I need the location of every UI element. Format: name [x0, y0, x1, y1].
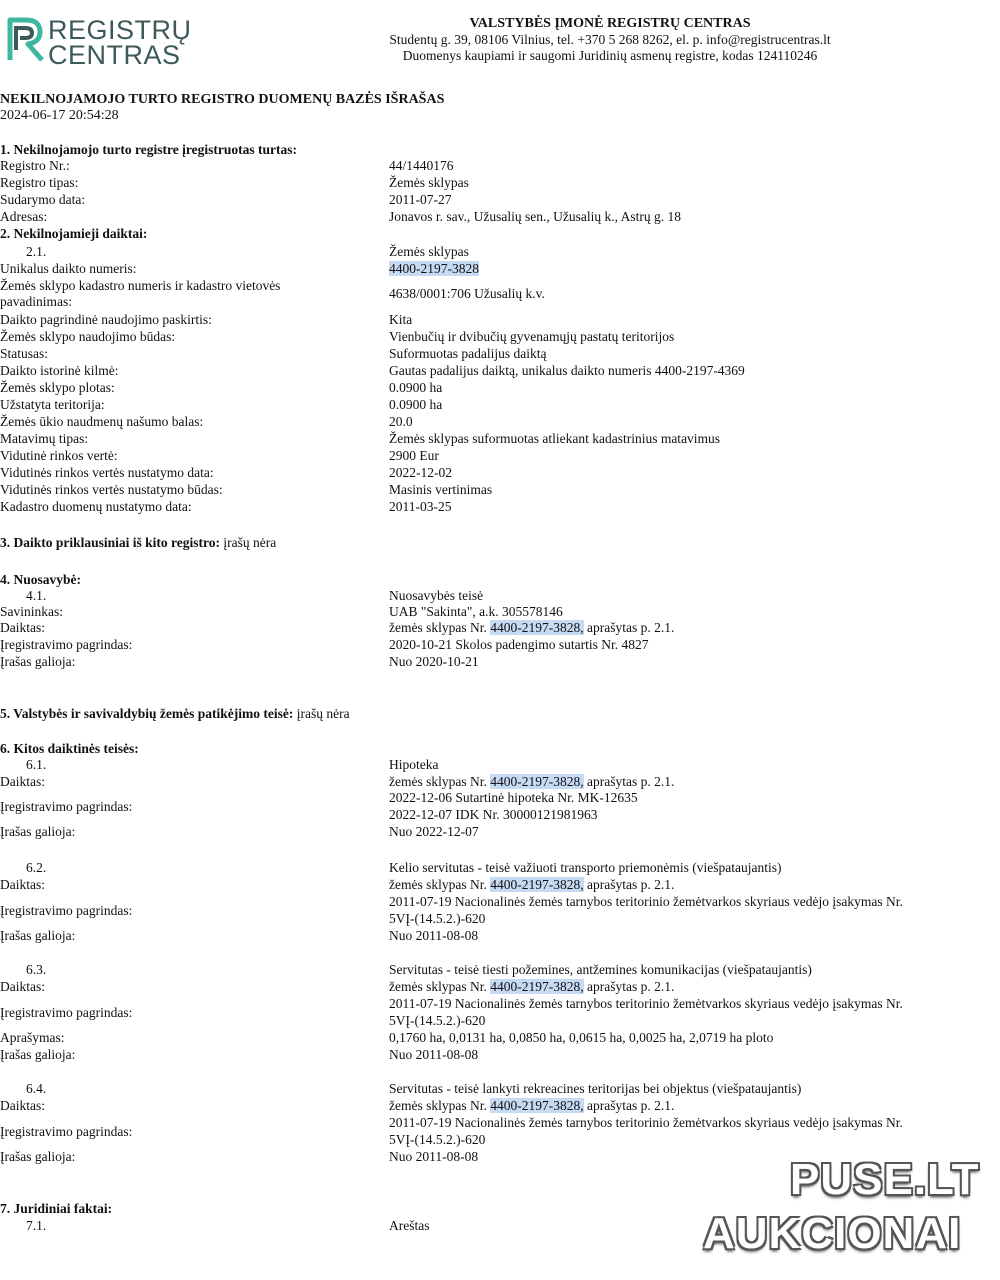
field-value: Areštas: [389, 1218, 430, 1233]
field-value: Nuo 2011-08-08: [389, 928, 479, 943]
r-mark-icon: [6, 16, 46, 64]
logo-line-2: CENTRAS: [48, 40, 181, 70]
field-value: Nuo 2022-12-07: [389, 824, 479, 839]
unique-number-highlight: 4400-2197-3828: [389, 261, 479, 276]
unique-number-highlight: 4400-2197-3828,: [490, 774, 584, 789]
field-value: Servitutas - teisė lankyti rekreacines teritorijas bei objektus (viešpataujantis): [389, 1081, 802, 1096]
field-value: Žemės sklypas: [389, 244, 469, 259]
field-label: Žemės sklypo plotas:: [0, 380, 115, 395]
field-label: Registro tipas:: [0, 175, 79, 190]
field-value: Vienbučių ir dvibučių gyvenamųjų pastatų teritorijos: [389, 329, 675, 344]
field-value: 2020-10-21 Skolos padengimo sutartis Nr. 4827: [389, 637, 649, 652]
field-value: Servitutas - teisė tiesti požemines, antžemines komunikacijas (viešpataujantis): [389, 962, 812, 977]
field-value: [389, 1098, 989, 1114]
field-value: 2022-12-02: [389, 465, 452, 480]
field-value: [389, 877, 989, 893]
field-value: 2022-12-07 IDK Nr. 30000121981963: [389, 807, 598, 822]
object-prefix: žemės sklypas Nr.: [389, 877, 491, 892]
field-value: Nuo 2011-08-08: [389, 1149, 479, 1164]
field-label: Įrašas galioja:: [0, 654, 76, 669]
object-prefix: žemės sklypas Nr.: [389, 979, 491, 994]
field-label: Sudarymo data:: [0, 192, 86, 207]
field-value: 2011-03-25: [389, 499, 452, 514]
section-5-heading: [0, 706, 1000, 722]
document-title: NEKILNOJAMOJO TURTO REGISTRO DUOMENŲ BAZĖS IŠRAŠAS: [0, 92, 445, 107]
section-5-value: įrašų nėra: [296, 706, 350, 721]
field-value: [389, 979, 989, 995]
field-value: 4638/0001:706 Užusalių k.v.: [389, 286, 545, 301]
unique-number-highlight: 4400-2197-3828,: [490, 1098, 584, 1113]
field-value: 2011-07-19 Nacionalinės žemės tarnybos teritorinio žemėtvarkos skyriaus vedėjo įsakymas Nr.: [389, 894, 903, 909]
field-label: Vidutinė rinkos vertė:: [0, 448, 118, 463]
field-label: Žemės ūkio naudmenų našumo balas:: [0, 414, 204, 429]
field-label: Statusas:: [0, 346, 49, 361]
field-value: [389, 774, 989, 790]
field-label: Unikalus daikto numeris:: [0, 261, 137, 276]
field-value: Suformuotas padalijus daiktą: [389, 346, 547, 361]
section-7-heading: 7. Juridiniai faktai:: [0, 1201, 113, 1216]
watermark-line-1: PUSE.LT: [790, 1155, 980, 1204]
field-label: Aprašymas:: [0, 1030, 65, 1045]
unique-number-highlight: 4400-2197-3828,: [490, 877, 584, 892]
section-3-value: įrašų nėra: [223, 535, 277, 550]
field-value: [389, 620, 989, 636]
field-value: 44/1440176: [389, 158, 454, 173]
section-4-heading: 4. Nuosavybė:: [0, 572, 82, 587]
entry-number: 4.1.: [26, 588, 47, 603]
section-3-heading: [0, 535, 1000, 551]
header-org-info: [330, 16, 890, 64]
field-value: 0,1760 ha, 0,0131 ha, 0,0850 ha, 0,0615 ha, 0,0025 ha, 2,0719 ha ploto: [389, 1030, 774, 1045]
field-label: Įrašas galioja:: [0, 1047, 76, 1062]
field-value: 2011-07-19 Nacionalinės žemės tarnybos teritorinio žemėtvarkos skyriaus vedėjo įsakymas Nr.: [389, 1115, 903, 1130]
field-value: Žemės sklypas suformuotas atliekant kadastrinius matavimus: [389, 431, 721, 446]
field-value: Kita: [389, 312, 413, 327]
object-prefix: žemės sklypas Nr.: [389, 620, 491, 635]
field-value: Masinis vertinimas: [389, 482, 493, 497]
field-label: Įregistravimo pagrindas:: [0, 903, 133, 918]
registry-note: Duomenys kaupiami ir saugomi Juridinių asmenų registre, kodas 124110246: [402, 48, 818, 63]
logo-text: [48, 15, 192, 70]
registru-centras-logo: [6, 12, 192, 70]
field-label: Įrašas galioja:: [0, 928, 76, 943]
field-label: Įregistravimo pagrindas:: [0, 637, 133, 652]
field-value: 5VĮ-(14.5.2.)-620: [389, 1132, 486, 1147]
org-address: Studentų g. 39, 08106 Vilnius, tel. +370 5 268 8262, el. p. info@registrucentras.lt: [389, 32, 831, 47]
section-3-title: 3. Daikto priklausiniai iš kito registro:: [0, 535, 221, 550]
field-value: 2011-07-19 Nacionalinės žemės tarnybos teritorinio žemėtvarkos skyriaus vedėjo įsakymas Nr.: [389, 996, 903, 1011]
field-label: Daiktas:: [0, 774, 45, 789]
entry-number: 6.1.: [26, 757, 47, 772]
document-date: 2024-06-17 20:54:28: [0, 108, 119, 123]
section-6-heading: 6. Kitos daiktinės teisės:: [0, 741, 139, 756]
logo-line-1: REGISTRŲ: [48, 15, 192, 45]
field-label: Vidutinės rinkos vertės nustatymo data:: [0, 465, 214, 480]
field-label: Daiktas:: [0, 979, 45, 994]
object-prefix: žemės sklypas Nr.: [389, 1098, 491, 1113]
field-value: Žemės sklypas: [389, 175, 469, 190]
field-label: Daikto istorinė kilmė:: [0, 363, 119, 378]
field-label: Savininkas:: [0, 604, 63, 619]
field-value: Jonavos r. sav., Užusalių sen., Užusalių k., Astrų g. 18: [389, 209, 681, 224]
field-label: Kadastro duomenų nustatymo data:: [0, 499, 192, 514]
field-label: Įrašas galioja:: [0, 1149, 76, 1164]
field-value: Gautas padalijus daiktą, unikalus daikto numeris 4400-2197-4369: [389, 363, 745, 378]
entry-number: 7.1.: [26, 1218, 47, 1233]
section-2-heading: 2. Nekilnojamieji daiktai:: [0, 226, 148, 241]
entry-number: 6.4.: [26, 1081, 47, 1096]
field-label: Vidutinės rinkos vertės nustatymo būdas:: [0, 482, 223, 497]
field-label: Registro Nr.:: [0, 158, 70, 173]
unique-number-highlight: 4400-2197-3828,: [490, 620, 584, 635]
field-label: Adresas:: [0, 209, 48, 224]
section-1-heading: 1. Nekilnojamojo turto registre įregistruotas turtas:: [0, 142, 297, 157]
field-label: Įregistravimo pagrindas:: [0, 799, 133, 814]
object-suffix: aprašytas p. 2.1.: [583, 1098, 675, 1113]
field-label: Daiktas:: [0, 620, 45, 635]
field-value: Nuo 2020-10-21: [389, 654, 479, 669]
field-value: 20.0: [389, 414, 413, 429]
object-suffix: aprašytas p. 2.1.: [583, 979, 675, 994]
section-5-title: 5. Valstybės ir savivaldybių žemės patikėjimo teisė:: [0, 706, 294, 721]
field-value: Kelio servitutas - teisė važiuoti transporto priemonėmis (viešpataujantis): [389, 860, 782, 875]
field-value: 2011-07-27: [389, 192, 452, 207]
object-prefix: žemės sklypas Nr.: [389, 774, 491, 789]
field-label: Įregistravimo pagrindas:: [0, 1124, 133, 1139]
field-value: Nuosavybės teisė: [389, 588, 484, 603]
field-label: Įregistravimo pagrindas:: [0, 1005, 133, 1020]
object-suffix: aprašytas p. 2.1.: [583, 774, 675, 789]
field-value: 0.0900 ha: [389, 397, 443, 412]
field-label: Žemės sklypo naudojimo būdas:: [0, 329, 176, 344]
entry-number: 2.1.: [26, 244, 47, 259]
field-value: 5VĮ-(14.5.2.)-620: [389, 911, 486, 926]
field-label: Daikto pagrindinė naudojimo paskirtis:: [0, 312, 212, 327]
object-suffix: aprašytas p. 2.1.: [583, 620, 675, 635]
field-label: Matavimų tipas:: [0, 431, 89, 446]
object-suffix: aprašytas p. 2.1.: [583, 877, 675, 892]
field-value: 2900 Eur: [389, 448, 439, 463]
org-name: VALSTYBĖS ĮMONĖ REGISTRŲ CENTRAS: [469, 16, 751, 31]
field-label: Daiktas:: [0, 877, 45, 892]
field-value: UAB "Sakinta", a.k. 305578146: [389, 604, 563, 619]
field-value: 5VĮ-(14.5.2.)-620: [389, 1013, 486, 1028]
field-value: 0.0900 ha: [389, 380, 443, 395]
entry-number: 6.2.: [26, 860, 47, 875]
unique-number-highlight: 4400-2197-3828,: [490, 979, 584, 994]
field-label: Įrašas galioja:: [0, 824, 76, 839]
field-value: Nuo 2011-08-08: [389, 1047, 479, 1062]
field-label: Daiktas:: [0, 1098, 45, 1113]
field-value: 2022-12-06 Sutartinė hipoteka Nr. MK-12635: [389, 790, 638, 805]
field-value: Hipoteka: [389, 757, 439, 772]
field-label: Užstatyta teritorija:: [0, 397, 105, 412]
watermark-line-2: AUKCIONAI: [703, 1209, 962, 1258]
entry-number: 6.3.: [26, 962, 47, 977]
field-label: Žemės sklypo kadastro numeris ir kadastro vietovės pavadinimas:: [0, 278, 281, 309]
